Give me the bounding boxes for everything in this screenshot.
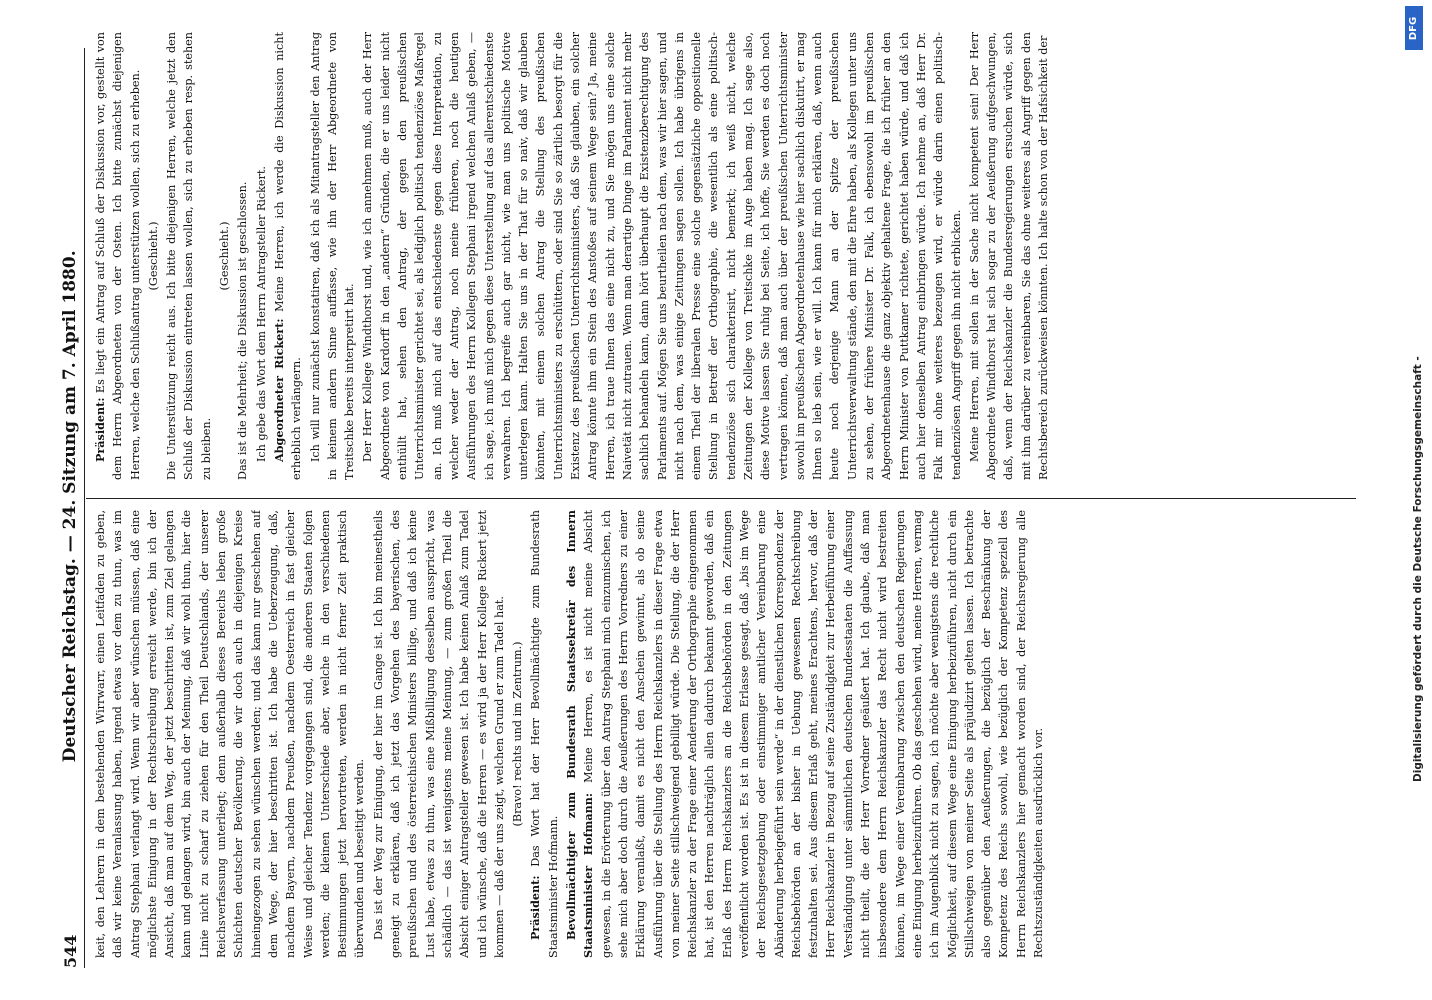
paragraph <box>359 32 964 480</box>
paragraph <box>92 510 369 958</box>
paragraph <box>966 32 1052 480</box>
page-header <box>52 48 85 968</box>
page-number: 544 <box>61 934 80 968</box>
paragraph <box>145 32 162 480</box>
running-title: Deutscher Reichstag. — 24. Sitzung am 7. April 1880. <box>60 250 80 763</box>
paragraph-text: Das Wort hat der Herr Bevollmächtigte zum Bundesrath Staatsminister Hofmann. <box>529 510 560 958</box>
paragraph-text: Meine Herren, ich werde die Diskussion nicht erheblich verlängern. <box>272 32 304 480</box>
paragraph <box>509 510 526 958</box>
paragraph <box>163 32 215 480</box>
dfg-logo-badge[interactable] <box>1405 6 1423 50</box>
paragraph-text: Das ist die Mehrheit; die Diskussion ist geschlossen. <box>236 181 250 480</box>
paragraph <box>527 510 562 958</box>
paragraph-text: (Geschieht.) <box>146 221 160 291</box>
paragraph <box>370 510 508 958</box>
right-text-column <box>92 32 1354 480</box>
paragraph-text: Es liegt ein Antrag auf Schluß der Diskussion vor, gestellt von dem Herrn Abgeordneten von der Osten. Ich bitte zunächst diejenigen Herren, welche den Schlußantrag unterstützen wollen, sich zu erheben. <box>94 32 142 480</box>
speaker-label: Präsident: <box>528 875 543 940</box>
paragraph-text: Meine Herren, mit sollen in der Sache nicht kompetent sein! Der Herr Abgeordnete Windthorst hat sich sogar zu der Aeußerung aufgeschwungen, daß, wenn der Reichskanzler die Bundesregierungen ersuchen würde, sich mit ihm darüber zu vereinbaren, Sie das ohne weiteres als Angriff gegen den Rechtsbereich zurückweisen könnten. Ich halte schon von der Hafsichkeit der <box>967 32 1051 480</box>
paragraph <box>234 32 251 480</box>
paragraph <box>307 32 359 480</box>
paragraph <box>253 32 270 480</box>
paragraph-text: keit, den Lehrern in dem bestehenden Wirrwarr, einen Leitfaden zu geben, daß wir keine Veranlassung haben, irgend etwas vor dem zu thun, was im Antrag Stephani verlangt wird. Wenn wir aber wünschen müssen, daß eine möglichste Einigung in der Rechtschreibung erreicht werde, bin ich der Ansicht, daß man auf dem Weg, der jetzt beschritten ist, zum Ziel gelangen kann und gelangen wird, bin auch der Meinung, daß wir wohl thun, hier die Linie nicht zu scharf zu ziehen für den Theil Deutschlands, der unserer Reichsverfassung unterliegt; denn außerhalb dieses Bereichs leben große Schichten deutscher Bevölkerung, die wir doch auch in diejenigen Kreise hineingezogen zu sehen wünschen werden; und das kann nur geschehen auf dem Wege, der hier beschritten ist. Ich habe die Ueberzeugung, daß, nachdem Bayern, nachdem Preußen, nachdem Oesterreich in fast gleicher Weise und gleicher Tendenz vorgegangen sind, die anderen Staaten folgen werden; die kleinen Unterschiede aber, welche in den verschiedenen Bestimmungen jetzt hervortreten, werden in nicht ferner Zeit praktisch überwunden und beseitigt werden. <box>94 510 367 958</box>
dfg-badge-label: DFG <box>1408 16 1420 40</box>
paragraph <box>216 32 233 480</box>
paragraph-text: Der Herr Kollege Windthorst und, wie ich annehmen muß, auch der Herr Abgeordnete von Kardorff in den „andern“ Gründen, die er uns leider nicht enthüllt hat, sehen den Antrag, der gegen den preußischen Unterrichtsminister gerichtet sei, als lediglich politisch tendenziöse Maßregel an. Ich muß mich auf das entschiedenste gegen diese Interpretation, zu welcher weder der Antrag, noch meine früheren, noch die heutigen Ausführungen des Herrn Kollegen Stephani irgend welchen Anlaß geben, — ich sage, ich muß mich gegen diese Unterstellung auf das allerentschiedenste verwahren. Ich begreife auch gar nicht, wie man uns politische Motive unterlegen kann. Halten Sie uns in der That für so naiv, daß wir glauben könnten, mit einem solchen Antrag die Stellung des preußischen Unterrichtsministers zu erschüttern, oder sind Sie so zärtlich besorgt für die Existenz des preußischen Unterrichtsministers, daß Sie glauben, ein solcher Antrag könnte ihm ein Stein des Anstoßes auf seinem Wege sein? Ja, meine Herren, ich traue Ihnen das eine nicht zu, und Sie mögen uns eine solche Naivetät nicht zutrauen. Wenn man derartige Dinge im Parlament nicht mehr sachlich behandeln kann, dann hört überhaupt die Existenzberechtigung des Parlaments auf. Mögen Sie uns beurtheilen nach dem, was wir hier sagen, und nicht nach dem, was einige Zeitungen sagen sollen. Ich habe übrigens in einem Theil der liberalen Presse eine solche gegensätzliche oppositionelle Stellung in Betreff der Orthographie, die wesentlich als eine politisch-tendenziöse sich charakterisirt, nicht bemerkt; ich weiß nicht, welche Zeitungen der Kollege von Treitschke im Auge haben mag. Ich sage also, diese Motive lassen Sie ruhig bei Seite, ich hoffe, Sie werden es doch noch vertragen können, daß man auch über der preußischen Unterrichtsminister sowohl im preußischen Abgeordnetenhause wie hier sachlich diskutirt, er mag Ihnen so lieb sein, wie er will. Ich kann für mich erklären, daß, wenn auch heute noch derjenige Mann an der Spitze der preußischen Unterrichtsverwaltung stände, den mit die Ehre haben, als Kollegen unter uns zu sehen, der frühere Minister Dr. Falk, ich ebensowohl im preußischen Abgeordnetenhause die ganz objektiv gehaltene Frage, die ich früher an den Herrn Minister von Puttkamer richtete, gerichtet haben würde, und daß ich auch hier denselben Antrag einbringen würde. Ich nehme an, daß Herr Dr. Falk mir ohne weiteres bezeugen wird, er würde darin einen politisch-tendenziösen Angriff gegen ihn nicht erblicken. <box>361 32 963 480</box>
paragraph-text: (Geschieht.) <box>218 221 232 291</box>
paragraph-text: Ich gebe das Wort dem Herrn Antragsteller Rickert. <box>254 166 268 462</box>
paragraph-text: (Bravo! rechts und im Zentrum.) <box>511 641 525 827</box>
paragraph-text: Meine Herren, es ist nicht meine Absicht gewesen, in die Erörterung über den Antrag Stephani mich einzumischen, ich sehe mich aber doch durch die Aeußerungen des Herrn Vorredners zu einer Erklärung veranlaßt, damit es nicht den Anschein gewinnt, als ob seine Ausführung über die Stellung des Herrn Reichskanzlers in dieser Frage etwa von meiner Seite stillschweigend gebilligt würde. Die Stellung, die der Herr Reichskanzler zu der Frage einer Aenderung der Orthographie eingenommen hat, ist den Herren nachträglich allen dadurch bekannt geworden, daß ein Erlaß des Herrn Reichskanzlers an die Reichsbehörden in den Zeitungen veröffentlicht worden ist. Es ist in diesem Erlasse gesagt, daß „bis im Wege der Reichsgesetzgebung oder einstimmiger amtlicher Vereinbarung eine Abänderung herbeigeführt sein werde“ in der dienstlichen Korrespondenz der Reichsbehörden an der bisher in Uebung gewesenen Rechtschreibung festzuhalten sei. Aus diesem Erlaß geht, meines Erachtens, hervor, daß der Herr Reichskanzler in Bezug auf seine Zuständigkeit zur Herbeiführung einer Verständigung unter sämmtlichen deutschen Bundesstaaten die Auffassung nicht theilt, die der Herr Vorredner geäußert hat. Ich glaube, daß man insbesondere dem Herrn Reichskanzler das Recht nicht wird bestreiten können, im Wege einer Vereinbarung zwischen den deutschen Regierungen eine Einigung herbeizuführen. Ob das geschehen wird, meine Herren, vermag ich im Augenblick nicht zu sagen, ich möchte aber wenigstens die rechtliche Möglichkeit, auf diesem Wege eine Einigung herbeizuführen, nicht durch ein Stillschweigen von meiner Seite als präjudizirt gelten lassen. Ich betrachte also gegenüber den Aeußerungen, die bezüglich der Beschränkung der Kompetenz des Reichs sowohl, wie bezüglich der Kompetenz speziell des Herrn Reichskanzlers hier gemacht worden sind, der Reichsregierung alle Rechtszuständigkeiten ausdrücklich vor. <box>582 510 1046 958</box>
speaker-label: Präsident: <box>93 397 107 462</box>
left-text-column <box>92 510 1354 958</box>
paragraph <box>271 32 306 480</box>
paragraph-text: Das ist der Weg zur Einigung, der hier im Gange ist. Ich bin meinestheils geneigt zu erklären, daß ich jetzt das Vorgehen des bayerischen, des preußischen und des österreichischen Ministers billige, und daß ich keine Lust habe, etwas zu thun, was eine Mißbilligung desselben ausspricht, was schädlich — das ist wenigstens meine Meinung, — zum großen Theil die Absicht einiger Antragsteller gewesen ist. Ich habe keinen Anlaß zum Tadel und ich wünsche, daß die Herren — es wird ja der Herr Kollege Rickert jetzt kommen — daß der uns zeigt, welchen Grund er zum Tadel hat. <box>371 510 506 958</box>
paragraph <box>563 510 1047 958</box>
digitization-note: Digitalisierung gefördert durch die Deutsche Forschungsgemeinschaft - <box>1412 356 1424 782</box>
paragraph-text: Ich will nur zunächst konstatiren, daß ich als Mitantragsteller den Antrag in keinem andern Sinne auffasse, wie ihn der Herr Abgeordnete von Treitschke bereits interpretirt hat. <box>308 32 357 480</box>
paragraph <box>92 32 144 480</box>
paragraph-text: Die Unterstützung reicht aus. Ich bitte diejenigen Herren, welche jetzt den Schluß der Diskussion eintreten lassen wollen, sich zu erheben resp. stehen zu bleiben. <box>165 32 213 480</box>
column-divider <box>86 498 1356 499</box>
speaker-label: Abgeordneter Rickert: <box>271 318 286 462</box>
speaker-label: Bevollmächtigter zum Bundesrath Staatssekretär des Innern Staatsminister Hofmann: <box>564 510 596 958</box>
